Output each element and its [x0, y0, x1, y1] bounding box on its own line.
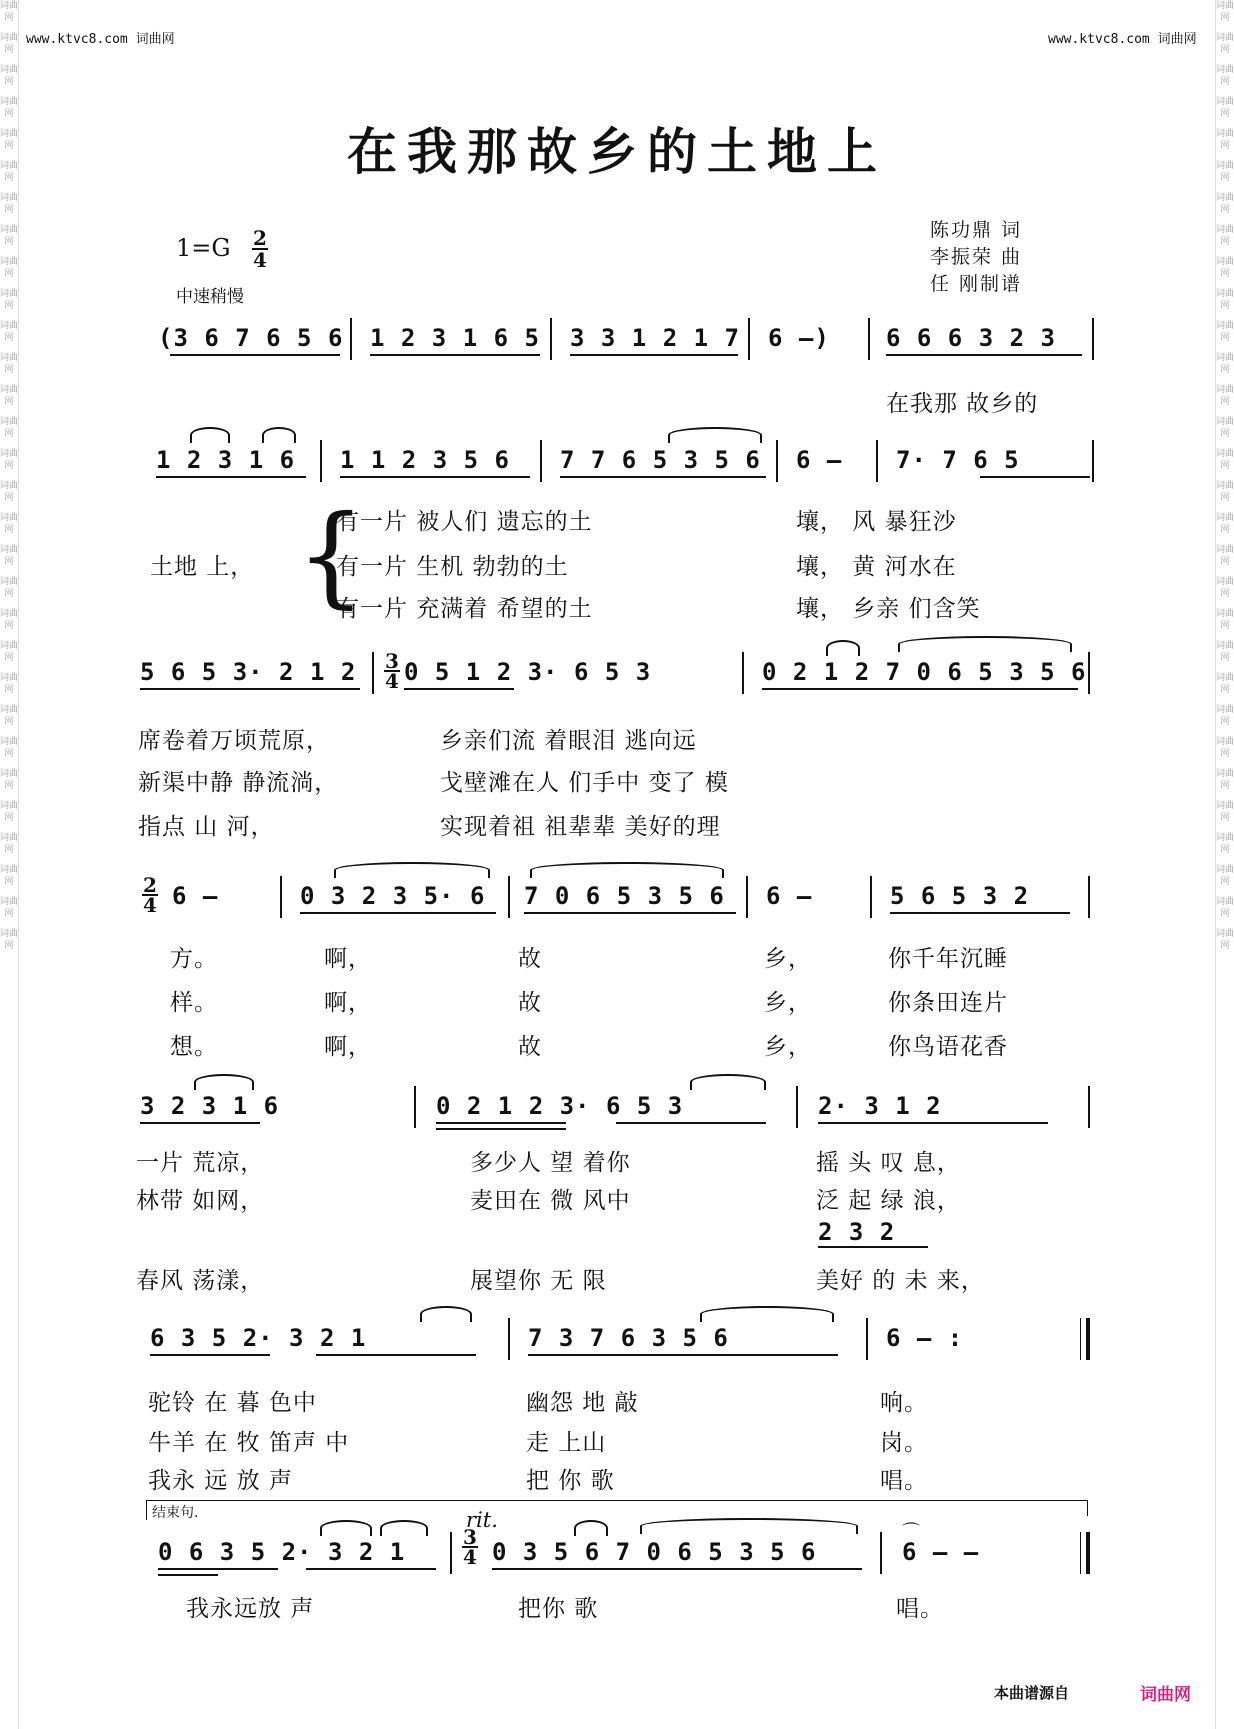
side-watermark-text: 词曲网: [1216, 97, 1234, 119]
side-watermark-text: 词曲网: [1216, 641, 1234, 663]
lyric-verse-3: 想。: [170, 1034, 218, 1060]
repeat-barline: [1080, 1318, 1081, 1360]
side-watermark-text: 词曲网: [0, 609, 19, 631]
barline: [742, 652, 744, 694]
lyric-verse-1: 方。: [170, 946, 218, 972]
lyric-verse-2: 有一片 生机 勃勃的土: [336, 554, 569, 580]
lyric-verse-1: 席卷着万顷荒原，: [138, 728, 330, 754]
measure: 5 6 5 3 2: [890, 882, 1030, 910]
beam-line: [818, 1246, 928, 1248]
side-watermark-text: 词曲网: [1216, 673, 1234, 695]
lyric-verse-1: 摇 头 叹 息，: [816, 1150, 961, 1176]
measure: 0 3 5 6 7 0 6 5 3 5 6: [492, 1538, 817, 1566]
footer-source-label: 本曲谱源自: [994, 1684, 1070, 1702]
lyric-verse-2: 走 上山: [526, 1430, 607, 1456]
lyric-verse-1: 故: [518, 946, 542, 972]
beam-line: [370, 354, 540, 356]
side-watermark-text: 词曲网: [1216, 769, 1234, 791]
lyric-verse-2: 你条田连片: [888, 990, 1008, 1016]
beam-line: [762, 688, 1078, 690]
barline: [1088, 876, 1090, 918]
measure: 7 7 6 5 3 5 6: [560, 446, 761, 474]
lyric-ending: 唱。: [896, 1596, 944, 1622]
barline: [450, 1532, 452, 1574]
verse-brace: {: [296, 491, 366, 619]
slur: [194, 1074, 254, 1090]
final-barline: [1080, 1532, 1081, 1574]
beam-line: [436, 1122, 566, 1124]
beam-line: [150, 1354, 270, 1356]
slur: [826, 640, 860, 656]
side-watermark-text: 词曲网: [1216, 929, 1234, 951]
beam-line: [156, 476, 306, 478]
side-watermark-text: 词曲网: [0, 833, 19, 855]
side-watermark-text: 词曲网: [1216, 897, 1234, 919]
side-watermark-text: 词曲网: [0, 65, 19, 87]
side-watermark-text: 词曲网: [0, 897, 19, 919]
lyric-verse-3: 春风 荡漾，: [136, 1268, 265, 1294]
measure: 7 3 7 6 3 5 6: [528, 1324, 729, 1352]
side-watermark-text: 词曲网: [1216, 545, 1234, 567]
side-watermark-text: 词曲网: [0, 385, 19, 407]
side-watermark-text: 词曲网: [0, 417, 19, 439]
beam-line: [560, 476, 766, 478]
final-barline-thick: [1086, 1532, 1090, 1574]
fermata-icon: ⌒: [902, 1522, 920, 1543]
side-watermark-text: 词曲网: [0, 929, 19, 951]
meter-change: 3 4: [463, 1525, 477, 1569]
side-watermark-text: 词曲网: [0, 769, 19, 791]
beam-line: [340, 476, 530, 478]
slur: [380, 1520, 428, 1536]
meter-bottom: 4: [253, 248, 267, 272]
lyric-verse-3: 你鸟语花香: [888, 1034, 1008, 1060]
lyric-verse-3: 美好 的 未 来，: [816, 1268, 985, 1294]
beam-line: [306, 1568, 436, 1570]
side-watermark-text: 词曲网: [0, 801, 19, 823]
side-watermark-text: 词曲网: [1216, 609, 1234, 631]
measure: 3 2 3 1 6: [140, 1092, 280, 1120]
lyric-verse-2: 壤， 黄 河水在: [796, 554, 957, 580]
barline: [508, 876, 510, 918]
barline: [880, 1532, 882, 1574]
lyric-verse-1: 有一片 被人们 遗忘的土: [336, 509, 593, 535]
lyric-verse-3: 唱。: [880, 1468, 928, 1494]
lyric-verse-3: 把 你 歌: [526, 1468, 615, 1494]
beam-line: [886, 354, 1082, 356]
barline: [372, 652, 374, 694]
lyric-verse-3: 指点 山 河，: [138, 814, 275, 840]
side-watermark-text: 词曲网: [1216, 321, 1234, 343]
slur: [262, 427, 296, 443]
lyric-verse-2: 牛羊 在 牧 笛声 中: [148, 1430, 350, 1456]
lyric-verse-1: 一片 荒凉，: [136, 1150, 265, 1176]
measure: 1 1 2 3 5 6: [340, 446, 510, 474]
slur: [640, 1518, 858, 1534]
lyric-verse-3: 啊，: [324, 1034, 372, 1060]
measure: 0 5 1 2 3· 6 5 3: [404, 658, 652, 686]
side-watermark-text: 词曲网: [0, 225, 19, 247]
side-watermark-text: 词曲网: [1216, 193, 1234, 215]
volta-bracket-top: [146, 1500, 1088, 1501]
slur: [190, 427, 230, 443]
side-watermark-text: 词曲网: [1216, 161, 1234, 183]
lyric-ending: 我永远放 声: [186, 1596, 315, 1622]
side-watermark-text: 词曲网: [1216, 449, 1234, 471]
side-watermark-text: 词曲网: [0, 193, 19, 215]
side-watermark-text: 词曲网: [0, 865, 19, 887]
side-watermark-text: 词曲网: [1216, 129, 1234, 151]
repeat-barline-thick: [1086, 1318, 1090, 1360]
lyric-verse-3: 乡，: [764, 1034, 812, 1060]
lyric-verse-2: 乡，: [764, 990, 812, 1016]
measure: 1 2 3 1 6 5: [370, 324, 540, 352]
ending-label: 结束句.: [152, 1505, 199, 1521]
lyric-verse-3: 壤， 乡亲 们含笑: [796, 596, 981, 622]
side-watermark-text: 词曲网: [1216, 801, 1234, 823]
beam-line: [570, 354, 738, 356]
side-watermark-text: 词曲网: [0, 33, 19, 55]
left-watermark-strip: [0, 0, 19, 1729]
beam-line: [436, 1128, 566, 1130]
measure: 0 2 1 2 7 0 6 5 3 5 6: [762, 658, 1087, 686]
site-header-right[interactable]: www.ktvc8.com 词曲网: [1048, 32, 1197, 47]
beam-line: [140, 1122, 260, 1124]
side-watermark-text: 词曲网: [0, 705, 19, 727]
key-signature: 1=G: [176, 234, 231, 262]
beam-line: [890, 912, 1070, 914]
slur: [690, 1074, 766, 1090]
alternate-notes: 2 3 2: [818, 1218, 896, 1246]
barline: [1088, 652, 1090, 694]
measure: 1 2 3 1 6: [156, 446, 296, 474]
meter-change: 2 4: [143, 873, 157, 917]
beam-line: [158, 1568, 278, 1570]
measure: 0 2 1 2 3· 6 5 3: [436, 1092, 684, 1120]
beam-line: [158, 1574, 218, 1576]
barline: [870, 876, 872, 918]
side-watermark-text: 词曲网: [1216, 353, 1234, 375]
lyric-verse-3: 实现着祖 祖辈辈 美好的理: [440, 814, 721, 840]
measure: 0 6 3 5 2· 3 2 1: [158, 1538, 406, 1566]
side-watermark-text: 词曲网: [1216, 513, 1234, 535]
barline: [280, 876, 282, 918]
side-watermark-text: 词曲网: [0, 545, 19, 567]
beam-line: [492, 1568, 862, 1570]
measure: 6 – :: [886, 1324, 964, 1352]
lyric-prefix: 土地 上，: [150, 554, 255, 580]
lyric-verse-3: 我永 远 放 声: [148, 1468, 293, 1494]
measure: 7· 7 6 5: [896, 446, 1020, 474]
lyric-verse-2: 岗。: [880, 1430, 928, 1456]
measure: 6 –: [172, 882, 219, 910]
beam-line: [528, 1354, 838, 1356]
measure: 6 –): [768, 324, 830, 352]
slur: [574, 1520, 608, 1536]
lyric-verse-2: 故: [518, 990, 542, 1016]
slur: [700, 1306, 834, 1322]
side-watermark-text: 词曲网: [1216, 833, 1234, 855]
lyric-verse-1: 啊，: [324, 946, 372, 972]
side-watermark-text: 词曲网: [0, 673, 19, 695]
side-watermark-text: 词曲网: [0, 1, 19, 23]
slur: [530, 862, 724, 878]
beam-line: [300, 912, 496, 914]
barline: [876, 440, 878, 482]
volta-bracket-left: [146, 1500, 147, 1520]
beam-line: [140, 688, 360, 690]
slur: [898, 636, 1072, 652]
beam-line: [818, 1122, 1048, 1124]
barline: [796, 1086, 798, 1128]
measure: 5 6 5 3· 2 1 2: [140, 658, 357, 686]
lyric-verse-2: 样。: [170, 990, 218, 1016]
lyric-verse-2: 林带 如网，: [136, 1188, 265, 1214]
lyric-verse-2: 麦田在 微 风中: [470, 1188, 631, 1214]
barline: [748, 318, 750, 360]
barline: [746, 876, 748, 918]
measure: 7 0 6 5 3 5 6: [524, 882, 725, 910]
lyric-verse-3: 故: [518, 1034, 542, 1060]
barline: [414, 1086, 416, 1128]
lyric-ending: 把你 歌: [518, 1596, 599, 1622]
side-watermark-text: 词曲网: [0, 97, 19, 119]
measure: 6 – –: [902, 1538, 980, 1566]
lyric-verse-2: 啊，: [324, 990, 372, 1016]
barline: [350, 318, 352, 360]
composer-credit: 李振荣 曲: [930, 246, 1023, 268]
lyric-verse-1: 多少人 望 着你: [470, 1150, 631, 1176]
measure: 6 –: [796, 446, 843, 474]
site-header-left[interactable]: www.ktvc8.com 词曲网: [26, 32, 175, 47]
slur: [320, 1520, 372, 1536]
side-watermark-text: 词曲网: [0, 513, 19, 535]
side-watermark-text: 词曲网: [0, 289, 19, 311]
lyric-verse-1: 幽怨 地 敲: [526, 1390, 639, 1416]
side-watermark-text: 词曲网: [1216, 257, 1234, 279]
lyric-verse-3: 有一片 充满着 希望的土: [336, 596, 593, 622]
beam-line: [980, 476, 1090, 478]
measure: 6 6 6 3 2 3: [886, 324, 1056, 352]
lyric-verse-1: 乡，: [764, 946, 812, 972]
meter-change: 3 4: [385, 649, 399, 693]
song-title: 在我那故乡的土地上: [347, 122, 887, 181]
barline: [550, 318, 552, 360]
footer-site-logo[interactable]: 词曲网: [1140, 1685, 1191, 1705]
side-watermark-text: 词曲网: [0, 737, 19, 759]
lyric-verse-1: 响。: [880, 1390, 928, 1416]
slur: [668, 427, 762, 443]
beam-line: [170, 354, 340, 356]
measure: 3 3 1 2 1 7: [570, 324, 740, 352]
measure: 2· 3 1 2: [818, 1092, 942, 1120]
beam-line: [404, 688, 514, 690]
side-watermark-text: 词曲网: [1216, 385, 1234, 407]
slur: [334, 862, 490, 878]
lyric-verse-1: 乡亲们流 着眼泪 逃向远: [440, 728, 697, 754]
lyric-verse-2: 新渠中静 静流淌，: [138, 770, 339, 796]
ritardando-mark: rit.: [466, 1508, 498, 1532]
barline: [320, 440, 322, 482]
lyric-verse-1: 驼铃 在 暮 色中: [148, 1390, 317, 1416]
measure: 0 3 2 3 5· 6: [300, 882, 486, 910]
side-watermark-text: 词曲网: [1216, 481, 1234, 503]
side-watermark-text: 词曲网: [0, 353, 19, 375]
arranger-credit: 任 刚制谱: [930, 273, 1023, 295]
side-watermark-text: 词曲网: [1216, 1, 1234, 23]
side-watermark-text: 词曲网: [1216, 33, 1234, 55]
right-watermark-strip: [1215, 0, 1234, 1729]
lyric-verse-2: 泛 起 绿 浪，: [816, 1188, 961, 1214]
side-watermark-text: 词曲网: [0, 321, 19, 343]
lyric-verse-3: 展望你 无 限: [470, 1268, 607, 1294]
side-watermark-text: 词曲网: [1216, 225, 1234, 247]
beam-line: [616, 1122, 766, 1124]
lyricist-credit: 陈功鼎 词: [930, 219, 1023, 241]
beam-line: [524, 912, 736, 914]
side-watermark-text: 词曲网: [1216, 65, 1234, 87]
barline: [866, 1318, 868, 1360]
side-watermark-text: 词曲网: [0, 257, 19, 279]
side-watermark-text: 词曲网: [0, 577, 19, 599]
barline: [868, 318, 870, 360]
side-watermark-text: 词曲网: [1216, 865, 1234, 887]
barline: [508, 1318, 510, 1360]
tempo-marking: 中速稍慢: [176, 287, 244, 307]
meter-top: 2: [253, 226, 267, 250]
measure: (3 6 7 6 5 6: [158, 324, 344, 352]
lyric-verse-2: 戈壁滩在人 们手中 变了 模: [440, 770, 729, 796]
lyric-verse-1: 你千年沉睡: [888, 946, 1008, 972]
beam-line: [316, 1354, 476, 1356]
side-watermark-text: 词曲网: [0, 481, 19, 503]
slur: [420, 1306, 472, 1322]
side-watermark-text: 词曲网: [0, 449, 19, 471]
side-watermark-text: 词曲网: [1216, 577, 1234, 599]
side-watermark-text: 词曲网: [0, 641, 19, 663]
barline: [540, 440, 542, 482]
side-watermark-text: 词曲网: [1216, 417, 1234, 439]
barline: [1092, 318, 1094, 360]
side-watermark-text: 词曲网: [1216, 289, 1234, 311]
lyric-verse-1: 壤， 风 暴狂沙: [796, 509, 957, 535]
side-watermark-text: 词曲网: [0, 129, 19, 151]
side-watermark-text: 词曲网: [0, 161, 19, 183]
side-watermark-text: 词曲网: [1216, 737, 1234, 759]
barline: [1092, 440, 1094, 482]
side-watermark-text: 词曲网: [1216, 705, 1234, 727]
time-signature: [252, 226, 268, 272]
barline: [1088, 1086, 1090, 1128]
barline: [776, 440, 778, 482]
volta-bracket-right: [1087, 1500, 1088, 1516]
measure: 6 3 5 2· 3 2 1: [150, 1324, 367, 1352]
measure: 6 –: [766, 882, 813, 910]
lyric-line: 在我那 故乡的: [886, 391, 1039, 417]
